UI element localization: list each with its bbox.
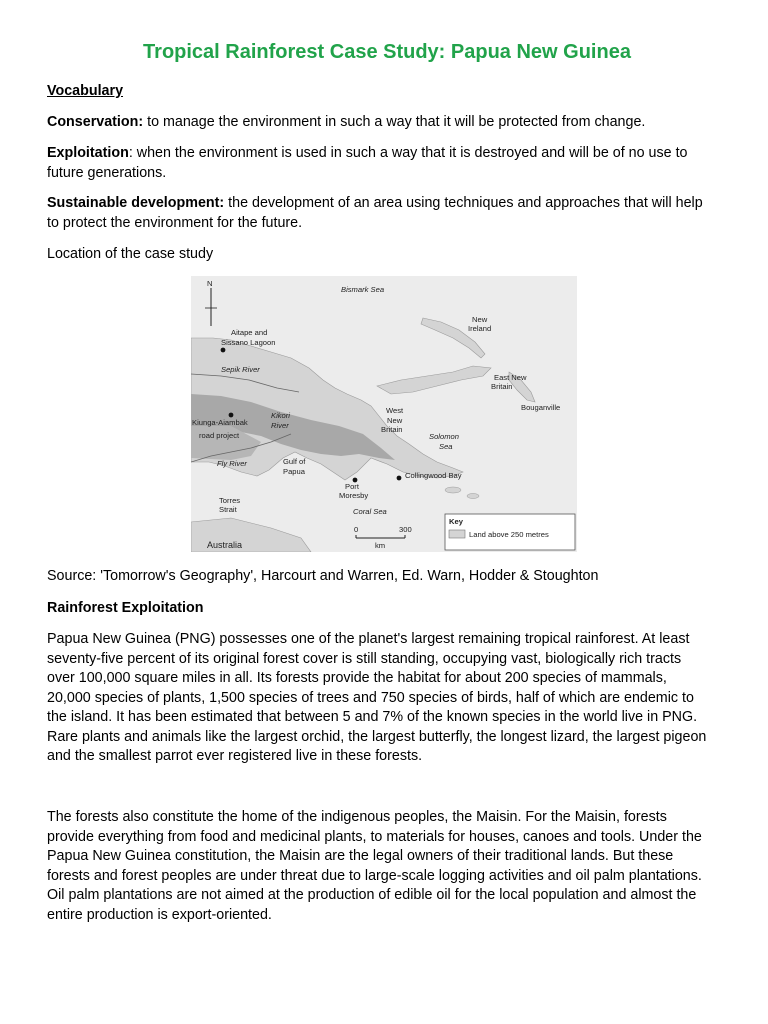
west-new-britain-label: New	[387, 416, 403, 425]
solomon-sea-label: Solomon	[429, 432, 459, 441]
coral-sea-label: Coral Sea	[353, 507, 387, 516]
kiunga-label: road project	[199, 431, 240, 440]
definition-exploitation	[47, 144, 707, 183]
port-moresby-label: Port	[345, 482, 359, 491]
australia-label: Australia	[207, 540, 243, 550]
fly-river-label: Fly River	[217, 459, 247, 468]
kikori-river-label: River	[271, 421, 289, 430]
solomon-sea-label: Sea	[439, 442, 453, 451]
west-new-britain-label: Britain	[381, 425, 403, 434]
definition-term: Sustainable development:	[47, 195, 225, 211]
aitape-dot	[221, 348, 226, 353]
new-ireland-label: Ireland	[468, 324, 492, 333]
scale-300-label: 300	[399, 525, 412, 534]
definition-term: Exploitation	[47, 145, 129, 161]
bouganville-label: Bouganville	[521, 403, 561, 412]
map-source: Source: 'Tomorrow's Geography', Harcourt and Warren, Ed. Warn, Hodder & Stoughton	[47, 568, 599, 584]
aitape-label: Sissano Lagoon	[221, 338, 276, 347]
collingwood-bay-label: Collingwood Bay	[405, 471, 462, 480]
map-key-swatch	[449, 530, 465, 538]
east-new-britain-label: Britain	[491, 382, 513, 391]
definition-sustainable-development	[47, 194, 707, 233]
scale-zero-label: 0	[354, 525, 359, 534]
exploitation-heading: Rainforest Exploitation	[47, 600, 204, 616]
island	[467, 494, 479, 499]
document-title: Tropical Rainforest Case Study: Papua New Guinea	[143, 41, 631, 63]
map-graphic	[191, 276, 577, 552]
definition-text: to manage the environment in such a way that it will be protected from change.	[143, 114, 646, 130]
west-new-britain-label: West	[386, 406, 404, 415]
east-new-britain-label: East New	[494, 373, 527, 382]
new-ireland-label: New	[472, 315, 488, 324]
kikori-river-label: Kikori	[271, 411, 290, 420]
definition-conservation	[47, 113, 707, 133]
sepik-river-label: Sepik River	[221, 365, 260, 374]
gulf-of-papua-label: Papua	[283, 467, 305, 476]
bismark-sea-label: Bismark Sea	[341, 285, 385, 294]
paragraph-maisin: The forests also constitute the home of the indigenous peoples, the Maisin. For the Maisin, forests provide everything from food and medicinal plants, to materials for houses, canoes and tools. Under the Papua New Guinea constitution, the Maisin are the legal owners of their traditional lands. But these forests and forest peoples are under threat due to large-scale logging activities and oil palm plantations. Oil palm plantations are not aimed at the production of edible oil for the local population and almost the entire production is export-oriented.	[47, 809, 702, 923]
aitape-label: Aitape and	[231, 328, 268, 337]
location-map	[191, 276, 577, 552]
definition-text: the development of an area using techniques and approaches that will help to protect the environment for the future.	[47, 195, 703, 231]
definition-text: : when the environment is used in such a way that it is destroyed and will be of no use to future generations.	[47, 145, 688, 181]
island	[445, 487, 461, 493]
map-key-item: Land above 250 metres	[469, 530, 549, 539]
north-label: N	[207, 279, 213, 288]
scale-unit-label: km	[375, 541, 386, 550]
gulf-of-papua-label: Gulf of	[283, 457, 306, 466]
kiunga-label: Kiunga-Aiambak	[192, 418, 248, 427]
torres-strait-label: Strait	[219, 505, 237, 514]
kiunga-dot	[229, 413, 234, 418]
torres-strait-label: Torres	[219, 496, 241, 505]
paragraph-biodiversity: Papua New Guinea (PNG) possesses one of the planet's largest remaining tropical rainforest. At least seventy-five percent of its original forest cover is still standing, occupying vast, biologically rich tracts over 100,000 square miles in all. Its forests provide the habitat for about 200 species of mammals, 20,000 species of plants, 1,500 species of trees and 750 species of birds, half of which are endemic to the island. It has been estimated that between 5 and 7% of the known species in the world live in PNG. Rare plants and animals like the largest orchid, the largest butterfly, the longest lizard, the largest pigeon and the smallest parrot ever registered live in these forests.	[47, 631, 707, 764]
port-moresby-label: Moresby	[339, 491, 369, 500]
location-caption: Location of the case study	[47, 246, 214, 262]
definition-term: Conservation:	[47, 114, 144, 130]
collingwood-dot	[397, 476, 402, 481]
vocabulary-heading: Vocabulary	[47, 83, 124, 99]
map-key-title: Key	[449, 517, 463, 526]
